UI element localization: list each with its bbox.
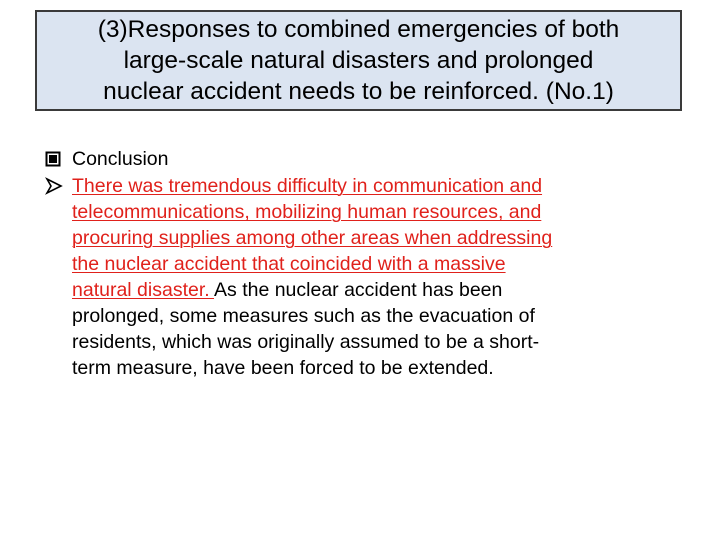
point-text	[72, 251, 506, 277]
point-line-3	[45, 225, 685, 251]
point-line-7	[45, 329, 685, 355]
conclusion-section	[45, 146, 685, 381]
point-text	[72, 277, 502, 303]
point-text	[72, 355, 494, 381]
point-line-6	[45, 303, 685, 329]
hollow-square-bullet-icon	[45, 146, 65, 172]
point-text	[72, 303, 535, 329]
point-emphasis-text: natural disaster.	[72, 279, 215, 301]
point-line-4	[45, 251, 685, 277]
point-line-8	[45, 355, 685, 381]
point-plain-text: prolonged, some measures such as the evacuation of	[72, 305, 535, 327]
title-box	[35, 10, 682, 111]
conclusion-heading: Conclusion	[72, 148, 169, 170]
conclusion-heading-row	[45, 146, 685, 173]
point-emphasis-text: the nuclear accident that coincided with a massive	[72, 253, 506, 275]
title-line-3: nuclear accident needs to be reinforced. (No.1)	[103, 78, 614, 105]
title-line-2: large-scale natural disasters and prolonged	[123, 47, 594, 74]
point-emphasis-text: procuring supplies among other areas when addressing	[72, 227, 553, 249]
point-emphasis-text: telecommunications, mobilizing human resources, and	[72, 201, 542, 223]
point-emphasis-text: There was tremendous difficulty in communication and	[72, 175, 543, 197]
point-plain-text: residents, which was originally assumed to be a short-	[72, 331, 540, 353]
point-plain-text: As the nuclear accident has been	[214, 279, 503, 301]
title-line-1: (3)Responses to combined emergencies of both	[97, 16, 620, 43]
point-text	[72, 225, 552, 251]
point-line-5	[45, 277, 685, 303]
arrow-bullet-icon	[45, 173, 65, 199]
point-text	[72, 173, 542, 199]
point-text	[72, 199, 541, 225]
point-text	[72, 329, 539, 355]
point-line-1	[45, 173, 685, 199]
point-plain-text: term measure, have been forced to be extended.	[72, 357, 494, 379]
point-line-2	[45, 199, 685, 225]
